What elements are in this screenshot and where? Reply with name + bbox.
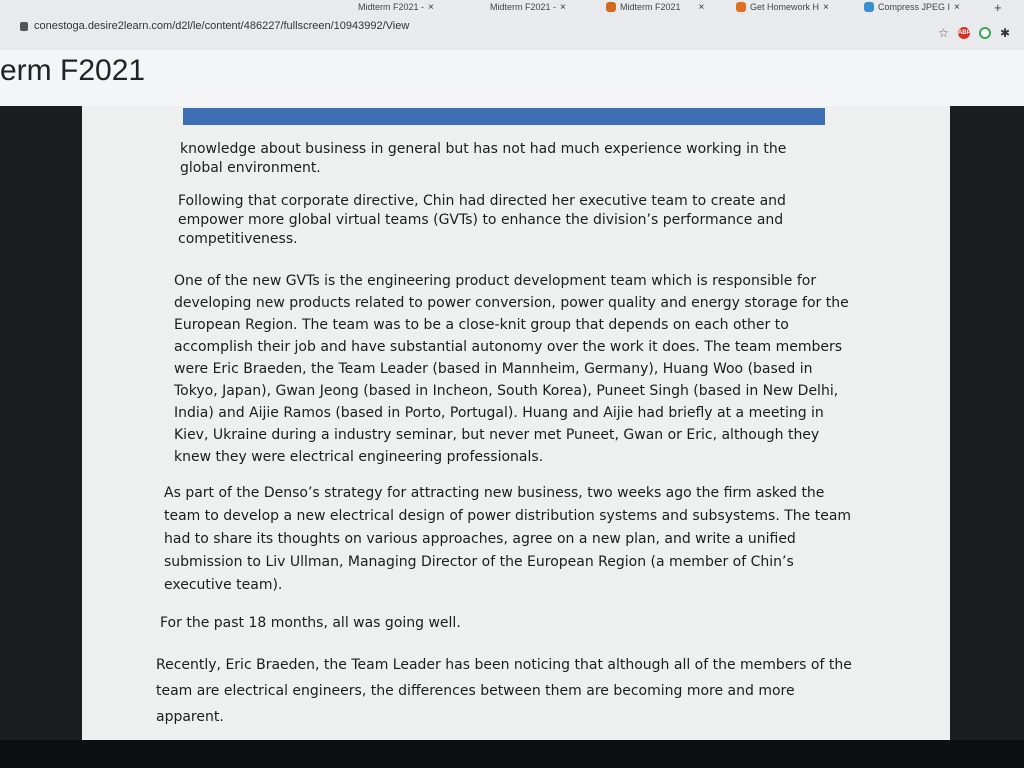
paragraph-5: For the past 18 months, all was going well. (160, 615, 461, 631)
chegg-icon (736, 2, 746, 12)
tab-midterm-1[interactable] (358, 0, 434, 14)
star-icon[interactable]: ☆ (938, 26, 949, 40)
lock-icon (20, 22, 28, 31)
paragraph-1: knowledge about business in general but has not had much experience working in the global environment. (180, 141, 787, 176)
tab-midterm-3[interactable] (606, 0, 704, 14)
page-title: erm F2021 (0, 54, 146, 87)
d2l-icon (606, 2, 616, 12)
close-icon[interactable]: × (428, 1, 434, 13)
compress-icon (864, 2, 874, 12)
tab-label: Compress JPEG I (878, 2, 951, 12)
tab-get-homework[interactable] (736, 0, 829, 14)
new-tab-button[interactable]: + (994, 0, 1002, 15)
close-icon[interactable]: × (560, 1, 566, 13)
paragraph-3: One of the new GVTs is the engineering product development team which is responsible for developing new products related to power conversion, power quality and energy storage for the European Region. The team was to be a close-knit group that depends on each other to accomplish their job and have substantial autonomy over the work it does. The team members were Eric Braeden, the Team Leader (based in Mannheim, Germany), Huang Woo (based in Tokyo, Japan), Gwan Jeong (based in Incheon, South Korea), Puneet Singh (based in New Delhi, India) and Aijie Ramos (based in Porto, Portugal). Huang and Aijie had briefly at a meeting in Kiev, Ukraine during a industry seminar, but never met Puneet, Gwan or Eric, although they knew they were electrical engineering professionals. (174, 273, 849, 465)
adblock-icon[interactable]: ABP (958, 27, 970, 39)
address-bar[interactable] (20, 17, 409, 35)
url-text[interactable]: conestoga.desire2learn.com/d2l/le/content/486227/fullscreen/10943992/View (34, 20, 410, 32)
tab-label: Midterm F2021 (620, 2, 681, 12)
tab-label: Get Homework H (750, 2, 820, 12)
tab-compress-jpeg[interactable] (864, 0, 960, 14)
screen-bezel (0, 740, 1024, 768)
browser-chrome (0, 0, 1024, 51)
close-icon[interactable]: × (823, 1, 829, 13)
tab-midterm-2[interactable] (490, 0, 566, 14)
page-header (0, 50, 1024, 106)
puzzle-icon[interactable]: ✱ (999, 26, 1010, 40)
tab-strip (0, 0, 1024, 16)
close-icon[interactable]: × (954, 1, 960, 13)
paragraph-2: Following that corporate directive, Chin had directed her executive team to create and empower more global virtual teams (GVTs) to enhance the division’s performance and competitiveness. (178, 193, 786, 247)
extension-bar (938, 26, 1010, 40)
paragraph-4: As part of the Denso’s strategy for attracting new business, two weeks ago the firm asked the team to develop a new electrical design of power distribution systems and subsystems. The team had to share its thoughts on various approaches, agree on a new plan, and write a unified submission to Liv Ullman, Managing Director of the European Region (a member of Chin’s executive team). (164, 485, 852, 593)
close-icon[interactable]: × (698, 1, 705, 13)
tab-label: Midterm F2021 - (358, 2, 425, 12)
tab-label: Midterm F2021 - (490, 2, 557, 12)
paragraph-6: Recently, Eric Braeden, the Team Leader has been noticing that although all of the members of the team are electrical engineers, the differences between them are becoming more and more apparent. (156, 657, 852, 725)
document-header-band (183, 108, 825, 125)
grammarly-icon[interactable] (979, 27, 991, 39)
